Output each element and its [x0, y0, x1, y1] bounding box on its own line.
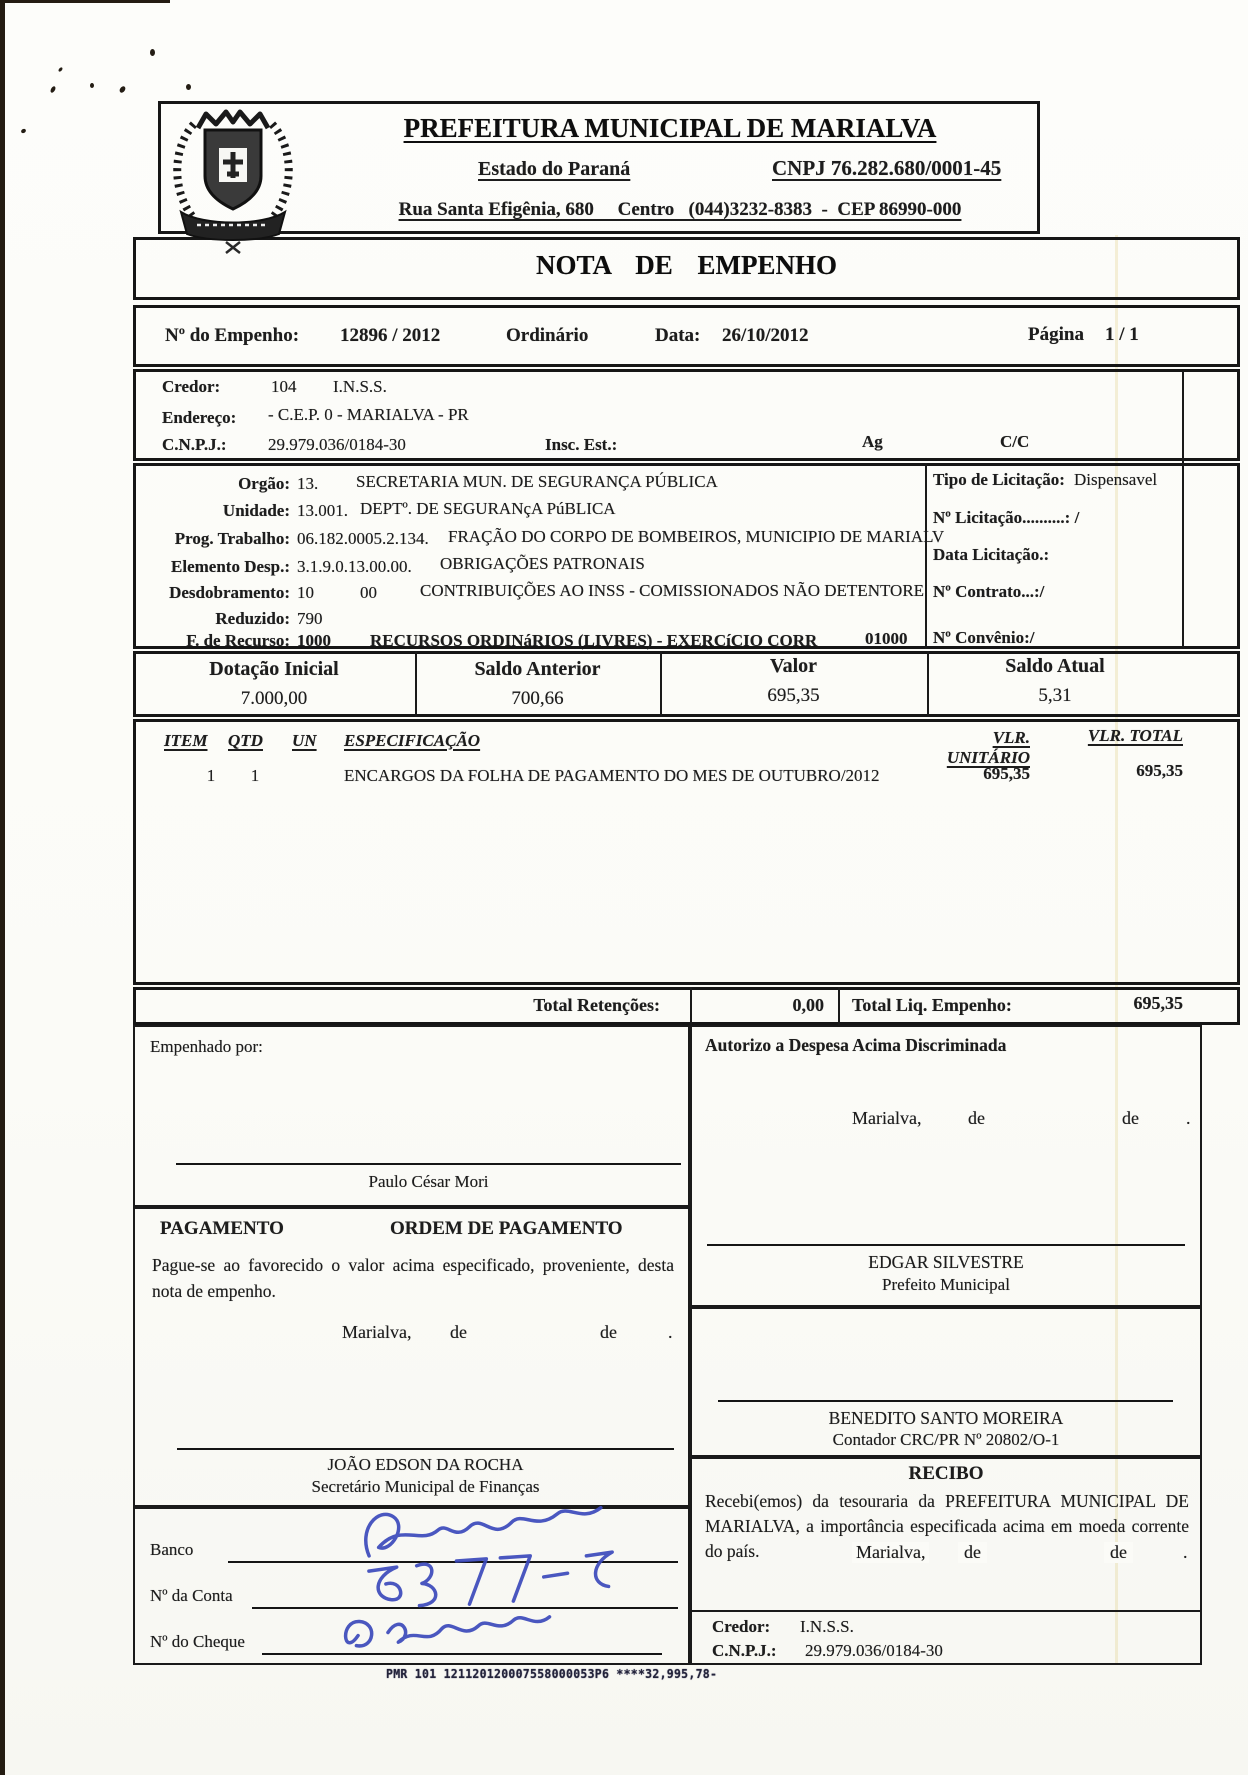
cc-label: C/C — [1000, 432, 1030, 451]
prefeitura-title-text: PREFEITURA MUNICIPAL DE MARIALVA — [403, 113, 937, 143]
recibo-cnpj-label: C.N.P.J.: — [712, 1641, 777, 1660]
dotacao-header-saldo-anterior: Saldo Anterior — [474, 658, 601, 680]
dotacao-value-saldo-atual: 5,31 — [1038, 685, 1072, 706]
credor-label: Credor: — [162, 377, 221, 396]
recibo-title-wrap — [690, 1463, 1202, 1485]
desdobramento-code2: 00 — [360, 583, 377, 602]
page-title — [300, 113, 1040, 144]
pagamento-body-text: Pague-se ao favorecido o valor acima especificado, proveniente, desta nota de empenho. — [152, 1255, 674, 1301]
item-row-especificacao: ENCARGOS DA FOLHA DE PAGAMENTO DO MES DE OUTUBRO/2012 — [344, 766, 880, 785]
credor-cnpj-label: C.N.P.J.: — [162, 435, 227, 454]
item-row-number: 1 — [206, 766, 216, 785]
secretario-role: Secretário Municipal de Finanças — [311, 1477, 540, 1496]
data-licitacao: Data Licitação.: — [933, 545, 1050, 564]
orgao-name: SECRETARIA MUN. DE SEGURANÇA PÚBLICA — [356, 472, 718, 491]
contador-signature-line — [718, 1400, 1173, 1402]
scan-speck — [20, 128, 26, 134]
credor-cnpj-value: 29.979.036/0184-30 — [268, 435, 406, 454]
header-address — [240, 199, 1120, 221]
item-header-vlr-unitario: VLR. UNITÁRIO — [946, 728, 1030, 767]
empenho-kind: Ordinário — [506, 325, 589, 346]
elemento-desp-name: OBRIGAÇÕES PATRONAIS — [440, 554, 645, 573]
scan-speck — [118, 85, 126, 94]
empenho-page-value: 1 / 1 — [1105, 324, 1139, 345]
unidade-label: Unidade: — [222, 501, 290, 520]
prog-trabalho-label: Prog. Trabalho: — [174, 529, 290, 548]
scan-speck — [58, 67, 64, 73]
recibo-credor-value: I.N.S.S. — [800, 1617, 854, 1636]
autorizo-title: Autorizo a Despesa Acima Discriminada — [705, 1035, 1007, 1055]
fonte-recurso-extra: 01000 — [865, 629, 908, 648]
reduzido-code: 790 — [297, 609, 323, 628]
item-row-qtd: 1 — [250, 766, 260, 785]
dotacao-value-inicial: 7.000,00 — [240, 688, 308, 709]
elemento-desp-label: Elemento Desp.: — [171, 557, 290, 576]
dotacao-header-inicial: Dotação Inicial — [209, 658, 339, 680]
scan-speck — [186, 84, 191, 90]
empenhado-signer-name: Paulo César Mori — [368, 1172, 489, 1191]
contador-role: Contador CRC/PR Nº 20802/O-1 — [832, 1430, 1060, 1449]
desdobramento-code: 10 — [297, 583, 314, 602]
totals-divider — [838, 987, 840, 1025]
banco-label: Banco — [150, 1540, 194, 1559]
fonte-recurso-label: F. de Recurso: — [186, 631, 290, 650]
total-retencoes-value: 0,00 — [792, 995, 824, 1015]
elemento-desp-code: 3.1.9.0.13.00.00. — [297, 557, 412, 576]
cheque-label: Nº do Cheque — [150, 1632, 245, 1651]
empenhado-por-label: Empenhado por: — [150, 1037, 263, 1056]
item-header-vlr-total: VLR. TOTAL — [1087, 726, 1183, 745]
secretario-name: JOÃO EDSON DA ROCHA — [327, 1455, 524, 1474]
recibo-date-city: Marialva, — [852, 1542, 929, 1563]
prefeito-name: EDGAR SILVESTRE — [868, 1252, 1024, 1272]
conta-label: Nº da Conta — [150, 1586, 233, 1605]
municipal-coat-of-arms-logo — [162, 104, 304, 254]
unidade-code: 13.001. — [297, 501, 348, 520]
empenho-page-label: Página — [1028, 324, 1084, 345]
doc-title — [133, 250, 1240, 281]
ordem-pagamento-title: ORDEM DE PAGAMENTO — [390, 1218, 623, 1239]
item-table-box — [133, 719, 1240, 985]
pagamento-date-de1: de — [450, 1322, 467, 1342]
recibo-date-de2: de — [1104, 1542, 1133, 1563]
pagamento-date-de2: de — [600, 1322, 617, 1342]
num-contrato: Nº Contrato...:/ — [933, 582, 1045, 601]
recibo-body-text: Recebi(emos) da tesouraria da PREFEITURA MUNICIPAL DE MARIALVA, a importância especificada acima em moeda corrente do país. — [705, 1491, 1189, 1561]
recibo-title: RECIBO — [908, 1463, 984, 1484]
desdobramento-name: CONTRIBUIÇÕES AO INSS - COMISSIONADOS NÃO DETENTORE — [420, 581, 925, 600]
reduzido-label: Reduzido: — [215, 609, 290, 628]
prog-trabalho-name: FRAÇÃO DO CORPO DE BOMBEIROS, MUNICIPIO DE MARIALV — [448, 527, 945, 546]
scan-speck — [50, 85, 57, 93]
item-header-qtd: QTD — [228, 731, 263, 750]
endereco-value: - C.E.P. 0 - MARIALVA - PR — [268, 405, 469, 424]
ag-label: Ag — [862, 432, 883, 451]
empenhado-signature-line — [176, 1163, 681, 1165]
autorizo-date-de1: de — [968, 1108, 985, 1128]
prog-trabalho-code: 06.182.0005.2.134. — [297, 529, 429, 548]
recibo-credor-label: Credor: — [712, 1617, 771, 1636]
recibo-cnpj-value: 29.979.036/0184-30 — [805, 1641, 943, 1660]
header-address-text: Rua Santa Efigênia, 680 Centro (044)3232-8383 - CEP 86990-000 — [398, 199, 962, 220]
tipo-licitacao-value: Dispensavel — [1074, 470, 1158, 489]
total-retencoes-label: Total Retenções: — [533, 995, 660, 1015]
item-header-especificacao: ESPECIFICAÇÃO — [344, 731, 481, 750]
item-row-vlr-unitario: 695,35 — [983, 764, 1030, 783]
empenho-number-value: 12896 / 2012 — [340, 325, 441, 346]
scan-top-edge — [0, 0, 170, 3]
scan-left-edge — [0, 0, 5, 1775]
item-row-vlr-total: 695,35 — [1136, 761, 1183, 780]
autorizo-date-de2: de — [1122, 1108, 1139, 1128]
credor-code: 104 — [271, 377, 297, 396]
scan-speck — [90, 83, 94, 88]
pagamento-date-dot: . — [668, 1322, 673, 1342]
desdobramento-label: Desdobramento: — [169, 583, 290, 602]
num-convenio: Nº Convênio:/ — [933, 628, 1035, 647]
autorizo-date-city: Marialva, — [852, 1108, 922, 1128]
orgao-code: 13. — [297, 474, 319, 493]
insc-est-label: Insc. Est.: — [545, 435, 618, 454]
empenho-date-label: Data: — [655, 325, 701, 346]
orgao-label: Orgão: — [238, 474, 290, 493]
empenho-date-value: 26/10/2012 — [722, 325, 809, 346]
right-inner-divider — [1182, 371, 1184, 647]
dotacao-value-saldo-anterior: 700,66 — [511, 688, 564, 709]
num-licitacao: Nº Licitação..........: / — [933, 508, 1080, 527]
budget-licitacao-divider — [925, 463, 927, 649]
item-header-item: ITEM — [164, 731, 208, 750]
recibo-date-de1: de — [958, 1542, 987, 1563]
autorizo-date-dot: . — [1186, 1108, 1191, 1128]
doc-title-text: NOTA DE EMPENHO — [535, 250, 838, 280]
endereco-label: Endereço: — [162, 408, 237, 427]
secretario-signature-line — [177, 1448, 674, 1450]
footer-bank-stamp: PMR 101 121120120007558000053P6 ****32,995,78- — [386, 1666, 718, 1681]
dotacao-header-saldo-atual: Saldo Atual — [1005, 655, 1105, 677]
prefeito-role: Prefeito Municipal — [882, 1275, 1010, 1294]
contador-name: BENEDITO SANTO MOREIRA — [828, 1408, 1064, 1428]
scan-speck — [150, 49, 155, 56]
pagamento-title: PAGAMENTO — [160, 1218, 284, 1239]
fonte-recurso-code: 1000 — [297, 631, 331, 650]
dotacao-header-valor: Valor — [769, 655, 818, 677]
tipo-licitacao-label: Tipo de Licitação: — [933, 470, 1065, 489]
dotacao-value-valor: 695,35 — [767, 685, 820, 706]
total-liquido-value: 695,35 — [1133, 993, 1183, 1013]
pagamento-date-city: Marialva, — [342, 1322, 412, 1342]
cheque-handwritten-scribble — [329, 1597, 591, 1666]
total-liquido-label: Total Liq. Empenho: — [852, 995, 1012, 1015]
credor-name: I.N.S.S. — [333, 377, 387, 396]
item-header-un: UN — [292, 731, 317, 750]
empenho-number-label: Nº do Empenho: — [165, 325, 300, 346]
prefeito-signature-line — [707, 1244, 1185, 1246]
fonte-recurso-name: RECURSOS ORDINáRIOS (LIVRES) - EXERCíCIO CORR — [370, 631, 818, 650]
recibo-date-dot: . — [1183, 1542, 1188, 1562]
header-cnpj: CNPJ 76.282.680/0001-45 — [772, 156, 1002, 180]
unidade-name: DEPTº. DE SEGURANçA PúBLICA — [360, 499, 616, 518]
header-state: Estado do Paraná — [478, 158, 631, 180]
